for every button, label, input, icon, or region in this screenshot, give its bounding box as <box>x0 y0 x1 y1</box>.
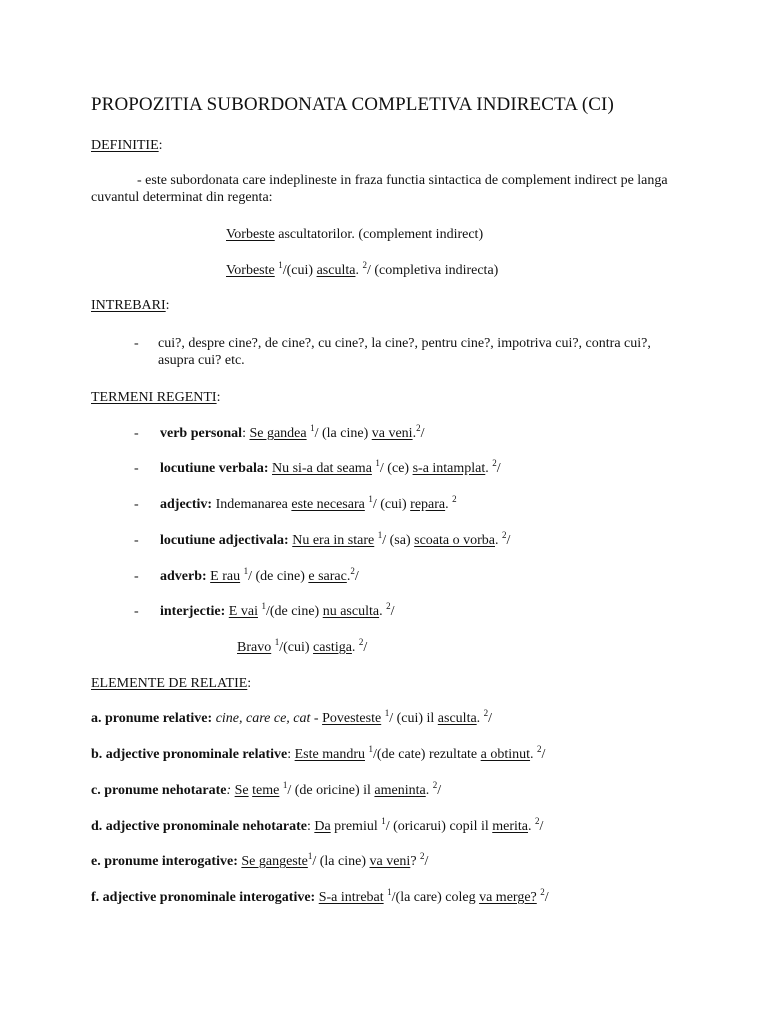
intrebari-text: cui?, despre cine?, de cine?, cu cine?, la cine?, pentru cine?, impotriva cui?, contra cui?, asupra cui? etc. <box>158 336 651 368</box>
termen-interjectie: interjectie: E vai $^1$/(de cine) nu asculta. $^2$/ <box>160 601 395 619</box>
list-dash: - <box>134 461 139 476</box>
definitie-example-1: Vorbeste ascultatorilor. (complement indirect) <box>226 227 484 242</box>
intrebari-heading: INTREBARI: <box>91 298 170 313</box>
element-d: d. adjective pronominale nehotarate: Da premiul $^1$/ (oricarui) copil il merita. $^2$/ <box>91 816 544 834</box>
termen-adjectiv: adjectiv: Indemanarea este necesara $^1$/ (cui) repara. $^2$ <box>160 494 457 512</box>
element-c: c. pronume nehotarate: Se teme $^1$/ (de oricine) il ameninta. $^2$/ <box>91 780 442 798</box>
element-e: e. pronume interogative: Se gangeste$^1$/ (la cine) va veni? $^2$/ <box>91 851 429 869</box>
list-dash: - <box>134 497 139 512</box>
termeni-heading: TERMENI REGENTI: <box>91 390 221 405</box>
page-title: PROPOZITIA SUBORDONATA COMPLETIVA INDIRECTA (CI) <box>91 94 614 115</box>
definitie-heading: DEFINITIE: <box>91 138 163 153</box>
definitie-text: - este subordonata care indeplineste in fraza functia sintactica de complement indirect pe langa cuvantul determinat din regenta: <box>91 173 668 205</box>
termen-locutiune-adjectivala: locutiune adjectivala: Nu era in stare $^1$/ (sa) scoata o vorba. $^2$/ <box>160 530 511 548</box>
definitie-example-2: Vorbeste $^1$/(cui) asculta. $^2$/ (completiva indirecta) <box>226 260 499 278</box>
list-dash: - <box>134 533 139 548</box>
intrebari-dash: - <box>134 336 139 351</box>
list-dash: - <box>134 569 139 584</box>
elemente-heading: ELEMENTE DE RELATIE: <box>91 676 252 691</box>
termen-interjectie-example-2: Bravo $^1$/(cui) castiga. $^2$/ <box>237 637 368 655</box>
termen-locutiune-verbala: locutiune verbala: Nu si-a dat seama $^1$/ (ce) s-a intamplat. $^2$/ <box>160 458 501 476</box>
list-dash: - <box>134 426 139 441</box>
element-b: b. adjective pronominale relative: Este mandru $^1$/(de cate) rezultate a obtinut. $^2$/ <box>91 744 546 762</box>
termen-adverb: adverb: E rau $^1$/ (de cine) e sarac.$^2$/ <box>160 566 359 584</box>
element-f: f. adjective pronominale interogative: S-a intrebat $^1$/(la care) coleg va merge? $^2$/ <box>91 887 549 905</box>
element-a: a. pronume relative: cine, care ce, cat - Povesteste $^1$/ (cui) il asculta. $^2$/ <box>91 708 493 726</box>
termen-verb-personal: verb personal: Se gandea $^1$/ (la cine) va veni.$^2$/ <box>160 423 425 441</box>
list-dash: - <box>134 604 139 619</box>
